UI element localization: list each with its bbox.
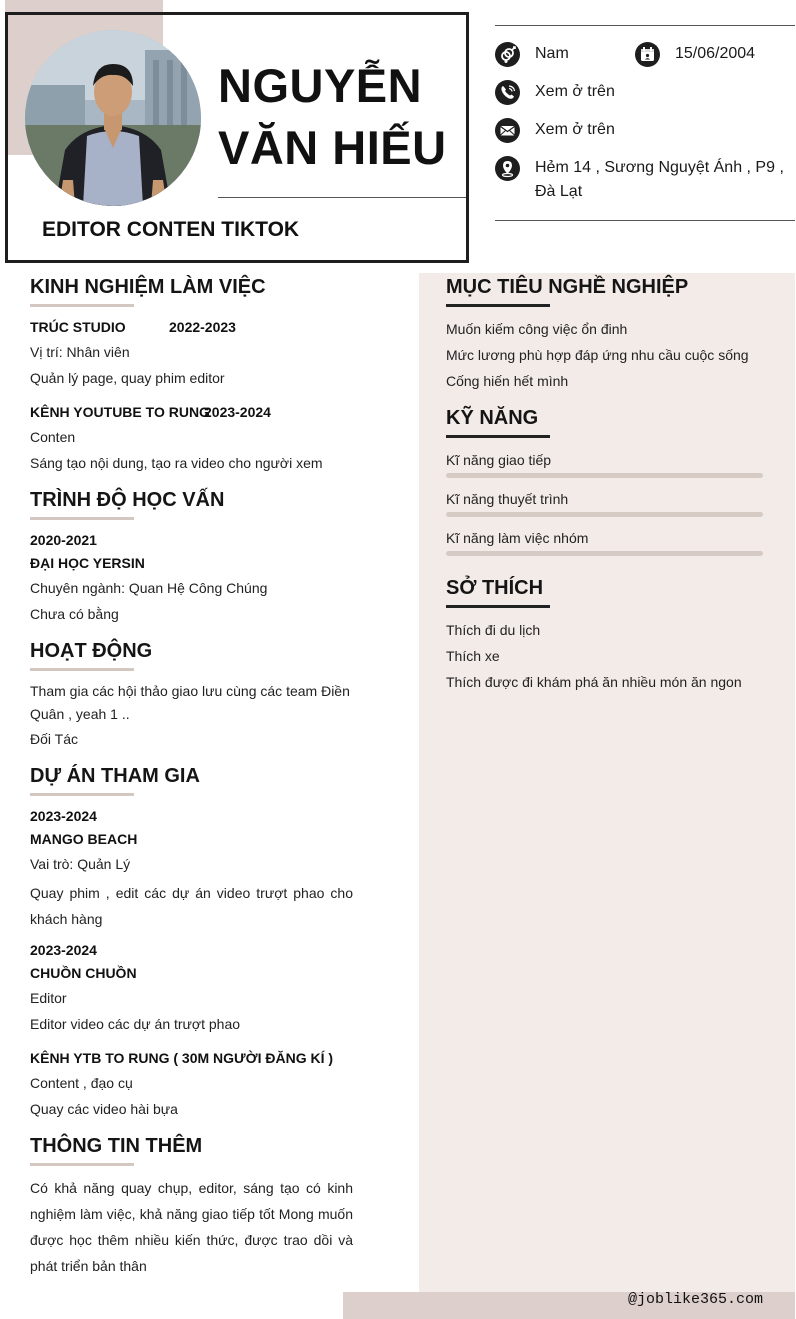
project-1-name: MANGO BEACH xyxy=(30,831,138,847)
skill-1-label: Kĩ năng giao tiếp xyxy=(446,452,552,468)
address-line-1: Hẻm 14 , Sương Nguyệt Ánh , P9 , xyxy=(535,159,784,176)
hobby-1: Thích đi du lịch xyxy=(446,622,541,638)
project-2-period: 2023-2024 xyxy=(30,942,97,958)
objective-line-3: Cống hiến hết mình xyxy=(446,373,569,389)
objective-line-2: Mức lương phù hợp đáp ứng nhu cầu cuộc sống xyxy=(446,347,749,363)
projects-heading-underline xyxy=(30,793,134,796)
address-value xyxy=(535,156,784,204)
more-info-text: Có khả năng quay chụp, editor, sáng tạo có kinh nghiệm làm việc, khả năng giao tiếp tốt Mong muốn được học thêm nhiều kiến thức, được trao dồi và phát triển bản thân xyxy=(30,1180,353,1274)
hobby-3: Thích được đi khám phá ăn nhiều món ăn ngon xyxy=(446,674,742,690)
experience-heading-underline xyxy=(30,304,134,307)
experience-2-desc: Sáng tạo nội dung, tạo ra video cho người xem xyxy=(30,455,323,471)
education-note: Chưa có bằng xyxy=(30,606,119,622)
skill-2-label: Kĩ năng thuyết trình xyxy=(446,491,569,507)
experience-1-desc: Quản lý page, quay phim editor xyxy=(30,370,225,386)
location-icon xyxy=(495,156,520,181)
name-line-1: NGUYỄN xyxy=(218,59,423,112)
avatar xyxy=(25,30,201,206)
activities-line-2: Quân , yeah 1 .. xyxy=(30,706,130,722)
project-2-name: CHUỒN CHUỒN xyxy=(30,965,137,981)
project-1-role: Vai trò: Quản Lý xyxy=(30,856,131,872)
projects-heading: DỰ ÁN THAM GIA xyxy=(30,765,200,787)
education-period: 2020-2021 xyxy=(30,532,97,548)
phone-value: Xem ở trên xyxy=(535,83,615,100)
contact-divider-bottom xyxy=(495,220,795,221)
email-icon xyxy=(495,118,520,143)
experience-2-company: KÊNH YOUTUBE TO RUNG xyxy=(30,404,210,420)
objective-heading-underline xyxy=(446,304,550,307)
phone-icon xyxy=(495,80,520,105)
experience-1-role: Vị trí: Nhân viên xyxy=(30,344,130,360)
calendar-icon xyxy=(635,42,660,67)
address-line-2: Đà Lạt xyxy=(535,183,583,200)
more-info-heading: THÔNG TIN THÊM xyxy=(30,1135,203,1157)
activities-line-1: Tham gia các hội thảo giao lưu cùng các team Điền xyxy=(30,683,350,699)
education-heading-underline xyxy=(30,517,134,520)
gender-icon xyxy=(495,42,520,67)
hobby-2: Thích xe xyxy=(446,648,500,664)
email-value: Xem ở trên xyxy=(535,121,615,138)
skill-2-bar xyxy=(446,512,763,517)
skill-3-bar xyxy=(446,551,763,556)
activities-heading: HOẠT ĐỘNG xyxy=(30,640,153,662)
project-1-period: 2023-2024 xyxy=(30,808,97,824)
education-school: ĐẠI HỌC YERSIN xyxy=(30,555,145,571)
skills-heading: KỸ NĂNG xyxy=(446,407,539,429)
job-title: EDITOR CONTEN TIKTOK xyxy=(42,218,300,241)
activities-heading-underline xyxy=(30,668,134,671)
activities-line-3: Đối Tác xyxy=(30,731,78,747)
project-2-desc: Editor video các dự án trượt phao xyxy=(30,1016,241,1032)
hobbies-heading: SỞ THÍCH xyxy=(446,577,544,599)
project-3-desc: Quay các video hài bựa xyxy=(30,1101,178,1117)
objective-heading: MỤC TIÊU NGHỀ NGHIỆP xyxy=(446,276,689,298)
skill-3-label: Kĩ năng làm việc nhóm xyxy=(446,530,589,546)
gender-value: Nam xyxy=(535,45,569,62)
full-name xyxy=(218,55,463,179)
experience-2-role: Conten xyxy=(30,429,76,445)
hobbies-heading-underline xyxy=(446,605,550,608)
watermark: @joblike365.com xyxy=(628,1291,764,1308)
skill-1-bar xyxy=(446,473,763,478)
experience-heading: KINH NGHIỆM LÀM VIỆC xyxy=(30,276,266,298)
name-line-2: VĂN HIẾU xyxy=(218,121,447,174)
name-divider xyxy=(218,197,466,198)
education-major: Chuyên ngành: Quan Hệ Công Chúng xyxy=(30,580,268,596)
project-3-name: KÊNH YTB TO RUNG ( 30M NGƯỜI ĐĂNG KÍ ) xyxy=(30,1050,334,1066)
objective-line-1: Muốn kiếm công việc ổn đinh xyxy=(446,321,628,337)
project-3-role: Content , đạo cụ xyxy=(30,1075,133,1091)
contact-divider-top xyxy=(495,25,795,26)
experience-2-period: 2023-2024 xyxy=(204,404,271,420)
education-heading: TRÌNH ĐỘ HỌC VẤN xyxy=(30,489,225,511)
project-2-role: Editor xyxy=(30,990,67,1006)
experience-1-company: TRÚC STUDIO xyxy=(30,319,126,335)
skills-heading-underline xyxy=(446,435,550,438)
project-1-desc: Quay phim , edit các dự án video trượt phao cho khách hàng xyxy=(30,885,353,927)
experience-1-period: 2022-2023 xyxy=(169,319,236,335)
more-info-heading-underline xyxy=(30,1163,134,1166)
birthday-value: 15/06/2004 xyxy=(675,45,756,62)
avatar-photo xyxy=(25,30,201,206)
